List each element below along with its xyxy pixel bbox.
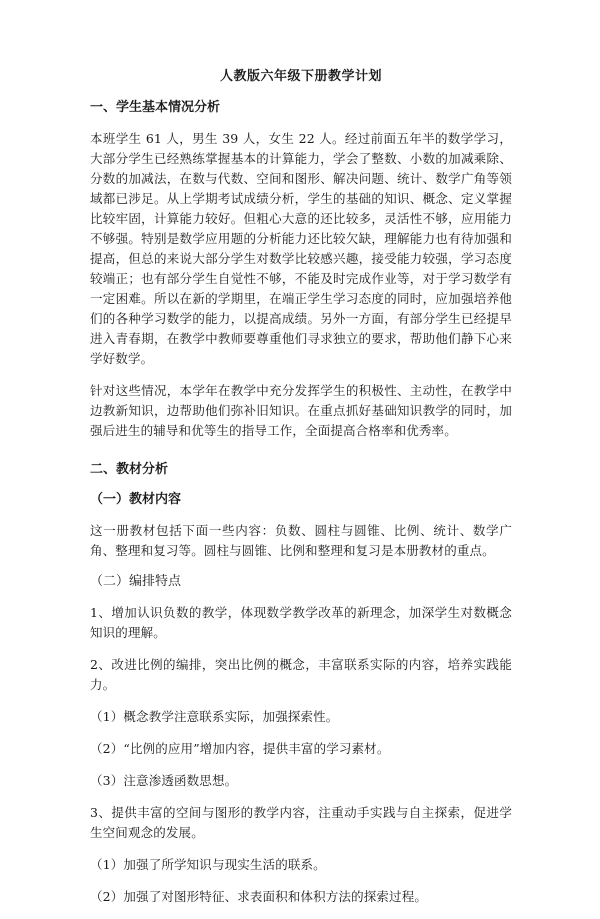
- document-page: [90, 68, 512, 919]
- subheading-textbook-content: （一）教材内容: [90, 492, 182, 507]
- section-heading-textbook-analysis: 二、教材分析: [90, 462, 169, 477]
- list-item-space-and-shapes: 3、提供丰富的空间与图形的教学内容，注重动手实践与自主探索，促进学生空间观念的发展。: [90, 805, 512, 840]
- list-subitem-shape-exploration: （2）加强了对图形特征、求表面积和体积方法的探索过程。: [90, 889, 428, 904]
- list-subitem-proportion-application: （2）“比例的应用”增加内容，提供丰富的学习素材。: [90, 741, 390, 756]
- list-subitem-real-life: （1）加强了所学知识与现实生活的联系。: [90, 857, 326, 872]
- section-heading-student-analysis: 一、学生基本情况分析: [90, 100, 221, 115]
- list-subitem-function-thinking: （3）注意渗透函数思想。: [90, 773, 238, 788]
- paragraph-student-situation: 本班学生 61 人，男生 39 人，女生 22 人。经过前面五年半的数学学习，大部分学生已经熟练掌握基本的计算能力，学会了整数、小数的加减乘除、分数的加减法，在数与代数、空间和图形、解决问题、统计、数学广角等领域都已涉足。从上学期考试成绩分析，学生的基础的知识、概念、定义掌握比较牢固，计算能力较好。但粗心大意的还比较多，灵活性不够，应用能力不够强。特别是数学应用题的分析能力还比较欠缺，理解能力也有待加强和提高，但总的来说大部分学生对数学比较感兴趣，接受能力较强，学习态度较端正；也有部分学生自觉性不够，不能及时完成作业等，对于学习数学有一定困难。所以在新的学期里，在端正学生学习态度的同时，应加强培养他们的各种学习数学的能力，以提高成绩。另外一方面，有部分学生已经提早进入青春期，在教学中教师要尊重他们寻求独立的要求，帮助他们静下心来学好数学。: [90, 131, 512, 366]
- paragraph-teaching-response: 针对这些情况，本学年在教学中充分发挥学生的积极性、主动性，在教学中边教新知识，边帮助他们弥补旧知识。在重点抓好基础知识教学的同时，加强后进生的辅导和优等生的指导工作，全面提高合格率和优秀率。: [90, 383, 512, 438]
- subheading-arrangement-features: （二）编排特点: [90, 574, 182, 589]
- list-item-proportion: 2、改进比例的编排，突出比例的概念，丰富联系实际的内容，培养实践能力。: [90, 657, 512, 692]
- paragraph-textbook-content: 这一册教材包括下面一些内容：负数、圆柱与圆锥、比例、统计、数学广角、整理和复习等。圆柱与圆锥、比例和整理和复习是本册教材的重点。: [90, 523, 512, 558]
- list-subitem-concept-teaching: （1）概念教学注意联系实际，加强探索性。: [90, 709, 339, 724]
- document-title: 人教版六年级下册教学计划: [219, 69, 382, 84]
- list-item-negative-numbers: 1、增加认识负数的教学，体现数学教学改革的新理念，加深学生对数概念知识的理解。: [90, 605, 512, 640]
